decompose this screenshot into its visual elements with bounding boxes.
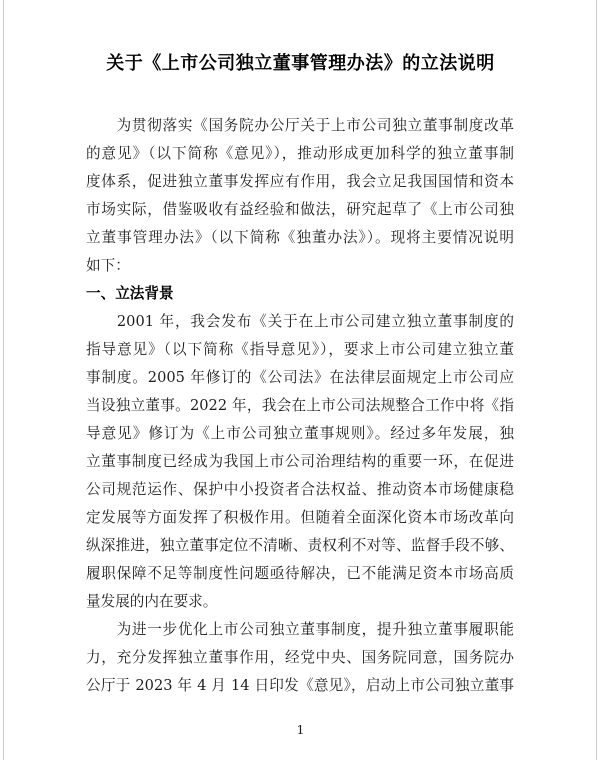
- section-heading: [86, 280, 514, 308]
- paragraph: [86, 112, 514, 280]
- page-number: 1: [296, 722, 305, 737]
- text-line: 力，充分发挥独立董事作用，经党中央、国务院同意，国务院办: [86, 649, 514, 666]
- text-line: 当设独立董事。2022 年，我会在上市公司法规整合工作中将《指: [86, 397, 514, 414]
- text-line: 履职保障不足等制度性问题亟待解决，已不能满足资本市场高质: [86, 565, 514, 582]
- text-line: 公厅于 2023 年 4 月 14 日印发《意见》，启动上市公司独立董事: [86, 677, 514, 694]
- text-line: 一、立法背景: [86, 285, 174, 302]
- text-line: 如下：: [86, 257, 130, 274]
- paragraph: [86, 308, 514, 616]
- text-line: 2001 年，我会发布《关于在上市公司建立独立董事制度的: [86, 313, 514, 330]
- page-right-edge: [596, 0, 597, 760]
- text-line: 定发展等方面发挥了积极作用。但随着全面深化资本市场改革向: [86, 509, 514, 526]
- document-title: 关于《上市公司独立董事管理办法》的立法说明: [106, 53, 495, 74]
- paragraph: [86, 616, 514, 700]
- text-line: 事制度。2005 年修订的《公司法》在法律层面规定上市公司应: [86, 369, 514, 386]
- text-line: 纵深推进，独立董事定位不清晰、责权利不对等、监督手段不够、: [86, 537, 514, 554]
- text-line: 为贯彻落实《国务院办公厅关于上市公司独立董事制度改革: [86, 117, 514, 134]
- text-line: 市场实际，借鉴吸收有益经验和做法，研究起草了《上市公司独: [86, 201, 514, 218]
- text-line: 立董事管理办法》（以下简称《独董办法》）。现将主要情况说明: [86, 229, 514, 246]
- text-line: 指导意见》（以下简称《指导意见》），要求上市公司建立独立董: [86, 341, 514, 358]
- text-line: 度体系，促进独立董事发挥应有作用，我会立足我国国情和资本: [86, 173, 514, 190]
- text-line: 的意见》（以下简称《意见》），推动形成更加科学的独立董事制: [86, 145, 514, 162]
- text-line: 导意见》修订为《上市公司独立董事规则》。经过多年发展，独: [86, 425, 514, 442]
- page-left-edge: [3, 0, 4, 760]
- document-body: [86, 112, 514, 700]
- text-line: 立董事制度已经成为我国上市公司治理结构的重要一环，在促进: [86, 453, 514, 470]
- text-line: 公司规范运作、保护中小投资者合法权益、推动资本市场健康稳: [86, 481, 514, 498]
- text-line: 量发展的内在要求。: [86, 593, 218, 610]
- text-line: 为进一步优化上市公司独立董事制度，提升独立董事履职能: [86, 621, 514, 638]
